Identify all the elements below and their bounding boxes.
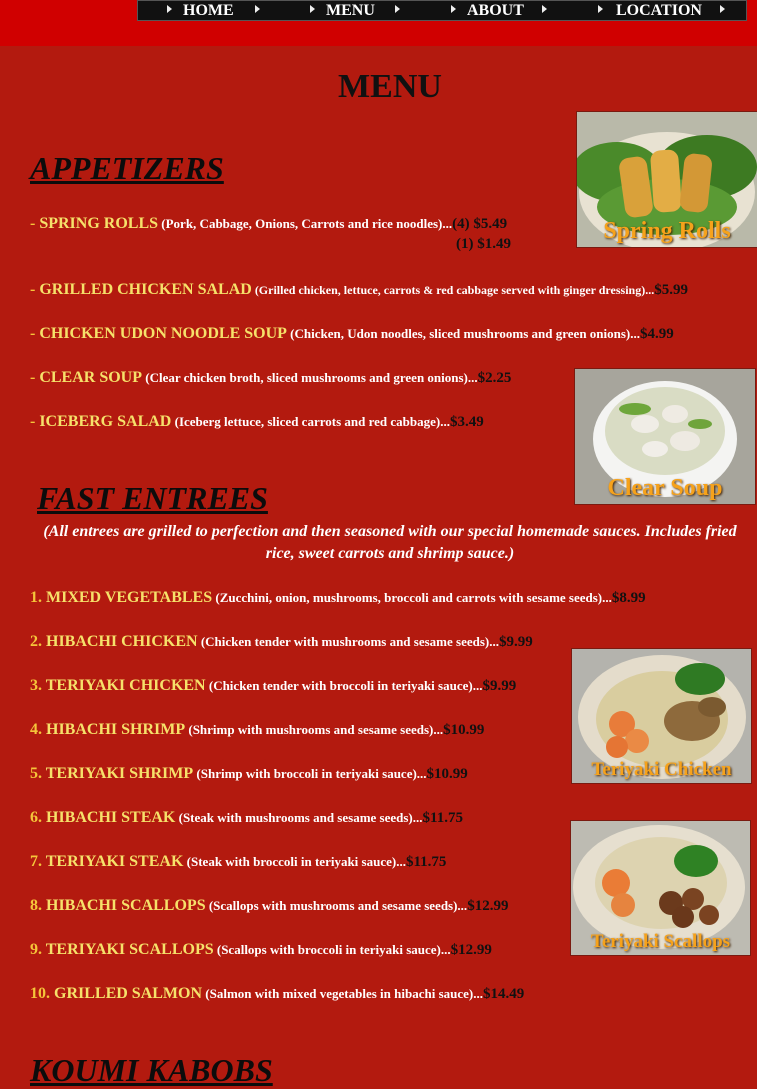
menu-item: [30, 412, 484, 432]
item-name: GRILLED SALMON: [54, 985, 203, 1002]
photo-caption: Teriyaki Scallops: [590, 931, 731, 952]
item-number: 2.: [30, 633, 46, 650]
nav-arrow-icon: [542, 5, 547, 13]
nav-arrow-icon: [255, 5, 260, 13]
item-bullet: -: [30, 369, 40, 386]
item-price: (4) $5.49: [452, 216, 508, 232]
item-price: $10.99: [426, 766, 468, 782]
nav-arrow-icon: [395, 5, 400, 13]
page-title: MENU: [338, 68, 442, 105]
item-name: SPRING ROLLS: [39, 215, 159, 232]
nav-home-link[interactable]: HOME: [183, 2, 234, 19]
item-number: 8.: [30, 897, 46, 914]
menu-item: [30, 280, 688, 300]
item-bullet: -: [30, 215, 40, 232]
menu-item: [30, 940, 492, 960]
item-description: (Scallops with mushrooms and sesame seeds)...: [205, 898, 468, 913]
item-bullet: -: [30, 413, 40, 430]
photo-caption: Clear Soup: [607, 475, 723, 501]
nav-menu-link[interactable]: MENU: [326, 2, 375, 19]
nav-arrow-icon: [598, 5, 603, 13]
item-price: $14.49: [483, 986, 525, 1002]
item-name: HIBACHI SHRIMP: [46, 721, 186, 738]
item-description: (Scallops with broccoli in teriyaki sauce)...: [213, 942, 451, 957]
item-name: TERIYAKI SCALLOPS: [45, 941, 214, 958]
item-description: (Shrimp with mushrooms and sesame seeds)...: [185, 722, 444, 737]
teriyaki-scallops-photo: [570, 820, 751, 956]
item-description: (Chicken, Udon noodles, sliced mushrooms and green onions)...: [286, 326, 641, 341]
menu-item: [30, 676, 516, 696]
item-description: (Steak with mushrooms and sesame seeds)...: [175, 810, 423, 825]
item-description: (Shrimp with broccoli in teriyaki sauce)...: [193, 766, 427, 781]
item-number: 4.: [30, 721, 46, 738]
menu-item: [30, 984, 524, 1004]
item-price: $9.99: [499, 634, 533, 650]
item-price: $9.99: [482, 678, 517, 694]
item-description: (Clear chicken broth, sliced mushrooms and green onions)...: [142, 370, 478, 385]
nav-location-link[interactable]: LOCATION: [616, 2, 702, 19]
item-description: (Salmon with mixed vegetables in hibachi sauce)...: [202, 986, 483, 1001]
menu-item: [30, 720, 484, 740]
item-price: $10.99: [443, 722, 485, 738]
entrees-note: (All entrees are grilled to perfection and then seasoned with our special homemade sauces. Includes fried rice, sweet carrots and shrimp sauce.): [43, 523, 737, 562]
item-price: $4.99: [640, 326, 674, 342]
item-price: $2.25: [477, 370, 512, 386]
item-description: (Steak with broccoli in teriyaki sauce)...: [183, 854, 406, 869]
item-description: (Chicken tender with mushrooms and sesame seeds)...: [197, 634, 499, 649]
menu-item: [30, 214, 507, 234]
menu-item: [30, 368, 511, 388]
item-number: 5.: [30, 765, 46, 782]
section-heading-fast-entrees: FAST ENTREES: [37, 480, 268, 516]
menu-item: [30, 852, 446, 872]
menu-item: [30, 764, 468, 784]
section-heading-appetizers: APPETIZERS: [30, 150, 224, 186]
nav-bar: [137, 0, 747, 21]
nav-about-link[interactable]: ABOUT: [467, 2, 524, 19]
item-number: 10.: [30, 985, 54, 1002]
item-price: $12.99: [450, 942, 492, 958]
item-bullet: -: [30, 325, 40, 342]
item-price-single: (1) $1.49: [456, 236, 511, 252]
item-description: (Zucchini, onion, mushrooms, broccoli and carrots with sesame seeds)...: [212, 590, 612, 605]
item-name: HIBACHI STEAK: [46, 809, 176, 826]
section-heading-koumi-kabobs: KOUMI KABOBS: [30, 1052, 273, 1088]
item-description: (Chicken tender with broccoli in teriyaki sauce)...: [205, 678, 483, 693]
menu-item: [30, 632, 533, 652]
item-name: ICEBERG SALAD: [39, 413, 172, 430]
item-number: 3.: [30, 677, 46, 694]
nav-arrow-icon: [451, 5, 456, 13]
item-price: $11.75: [422, 810, 463, 826]
menu-item: [30, 896, 508, 916]
clear-soup-photo: [574, 368, 756, 505]
menu-item: [30, 324, 674, 344]
item-number: 7.: [30, 853, 46, 870]
teriyaki-chicken-photo: [571, 648, 752, 784]
item-bullet: -: [30, 281, 40, 298]
item-description: (Grilled chicken, lettuce, carrots & red cabbage served with ginger dressing)...: [251, 283, 655, 297]
item-price: $5.99: [654, 282, 688, 298]
item-name: GRILLED CHICKEN SALAD: [39, 281, 252, 298]
nav-arrow-icon: [720, 5, 725, 13]
item-description: (Iceberg lettuce, sliced carrots and red cabbage)...: [171, 414, 450, 429]
item-name: CHICKEN UDON NOODLE SOUP: [39, 325, 287, 342]
item-name: HIBACHI CHICKEN: [46, 633, 198, 650]
item-number: 1.: [30, 589, 46, 606]
item-number: 6.: [30, 809, 46, 826]
item-price: $11.75: [405, 854, 447, 870]
nav-arrow-icon: [167, 5, 172, 13]
item-number: 9.: [30, 941, 46, 958]
item-name: TERIYAKI CHICKEN: [45, 677, 206, 694]
photo-caption: Teriyaki Chicken: [591, 759, 732, 780]
item-description: (Pork, Cabbage, Onions, Carrots and rice noodles)...: [158, 216, 453, 231]
item-name: TERIYAKI STEAK: [45, 853, 184, 870]
item-price: $12.99: [467, 898, 509, 914]
item-name: TERIYAKI SHRIMP: [45, 765, 194, 782]
nav-arrow-icon: [310, 5, 315, 13]
menu-item: [30, 588, 646, 608]
spring-rolls-photo: [576, 111, 757, 248]
item-name: HIBACHI SCALLOPS: [46, 897, 206, 914]
item-price: $8.99: [611, 590, 646, 606]
item-price: $3.49: [449, 414, 484, 430]
menu-item: [30, 808, 463, 828]
photo-caption: Spring Rolls: [603, 218, 731, 244]
item-name: CLEAR SOUP: [39, 369, 143, 386]
item-name: MIXED VEGETABLES: [46, 589, 213, 606]
